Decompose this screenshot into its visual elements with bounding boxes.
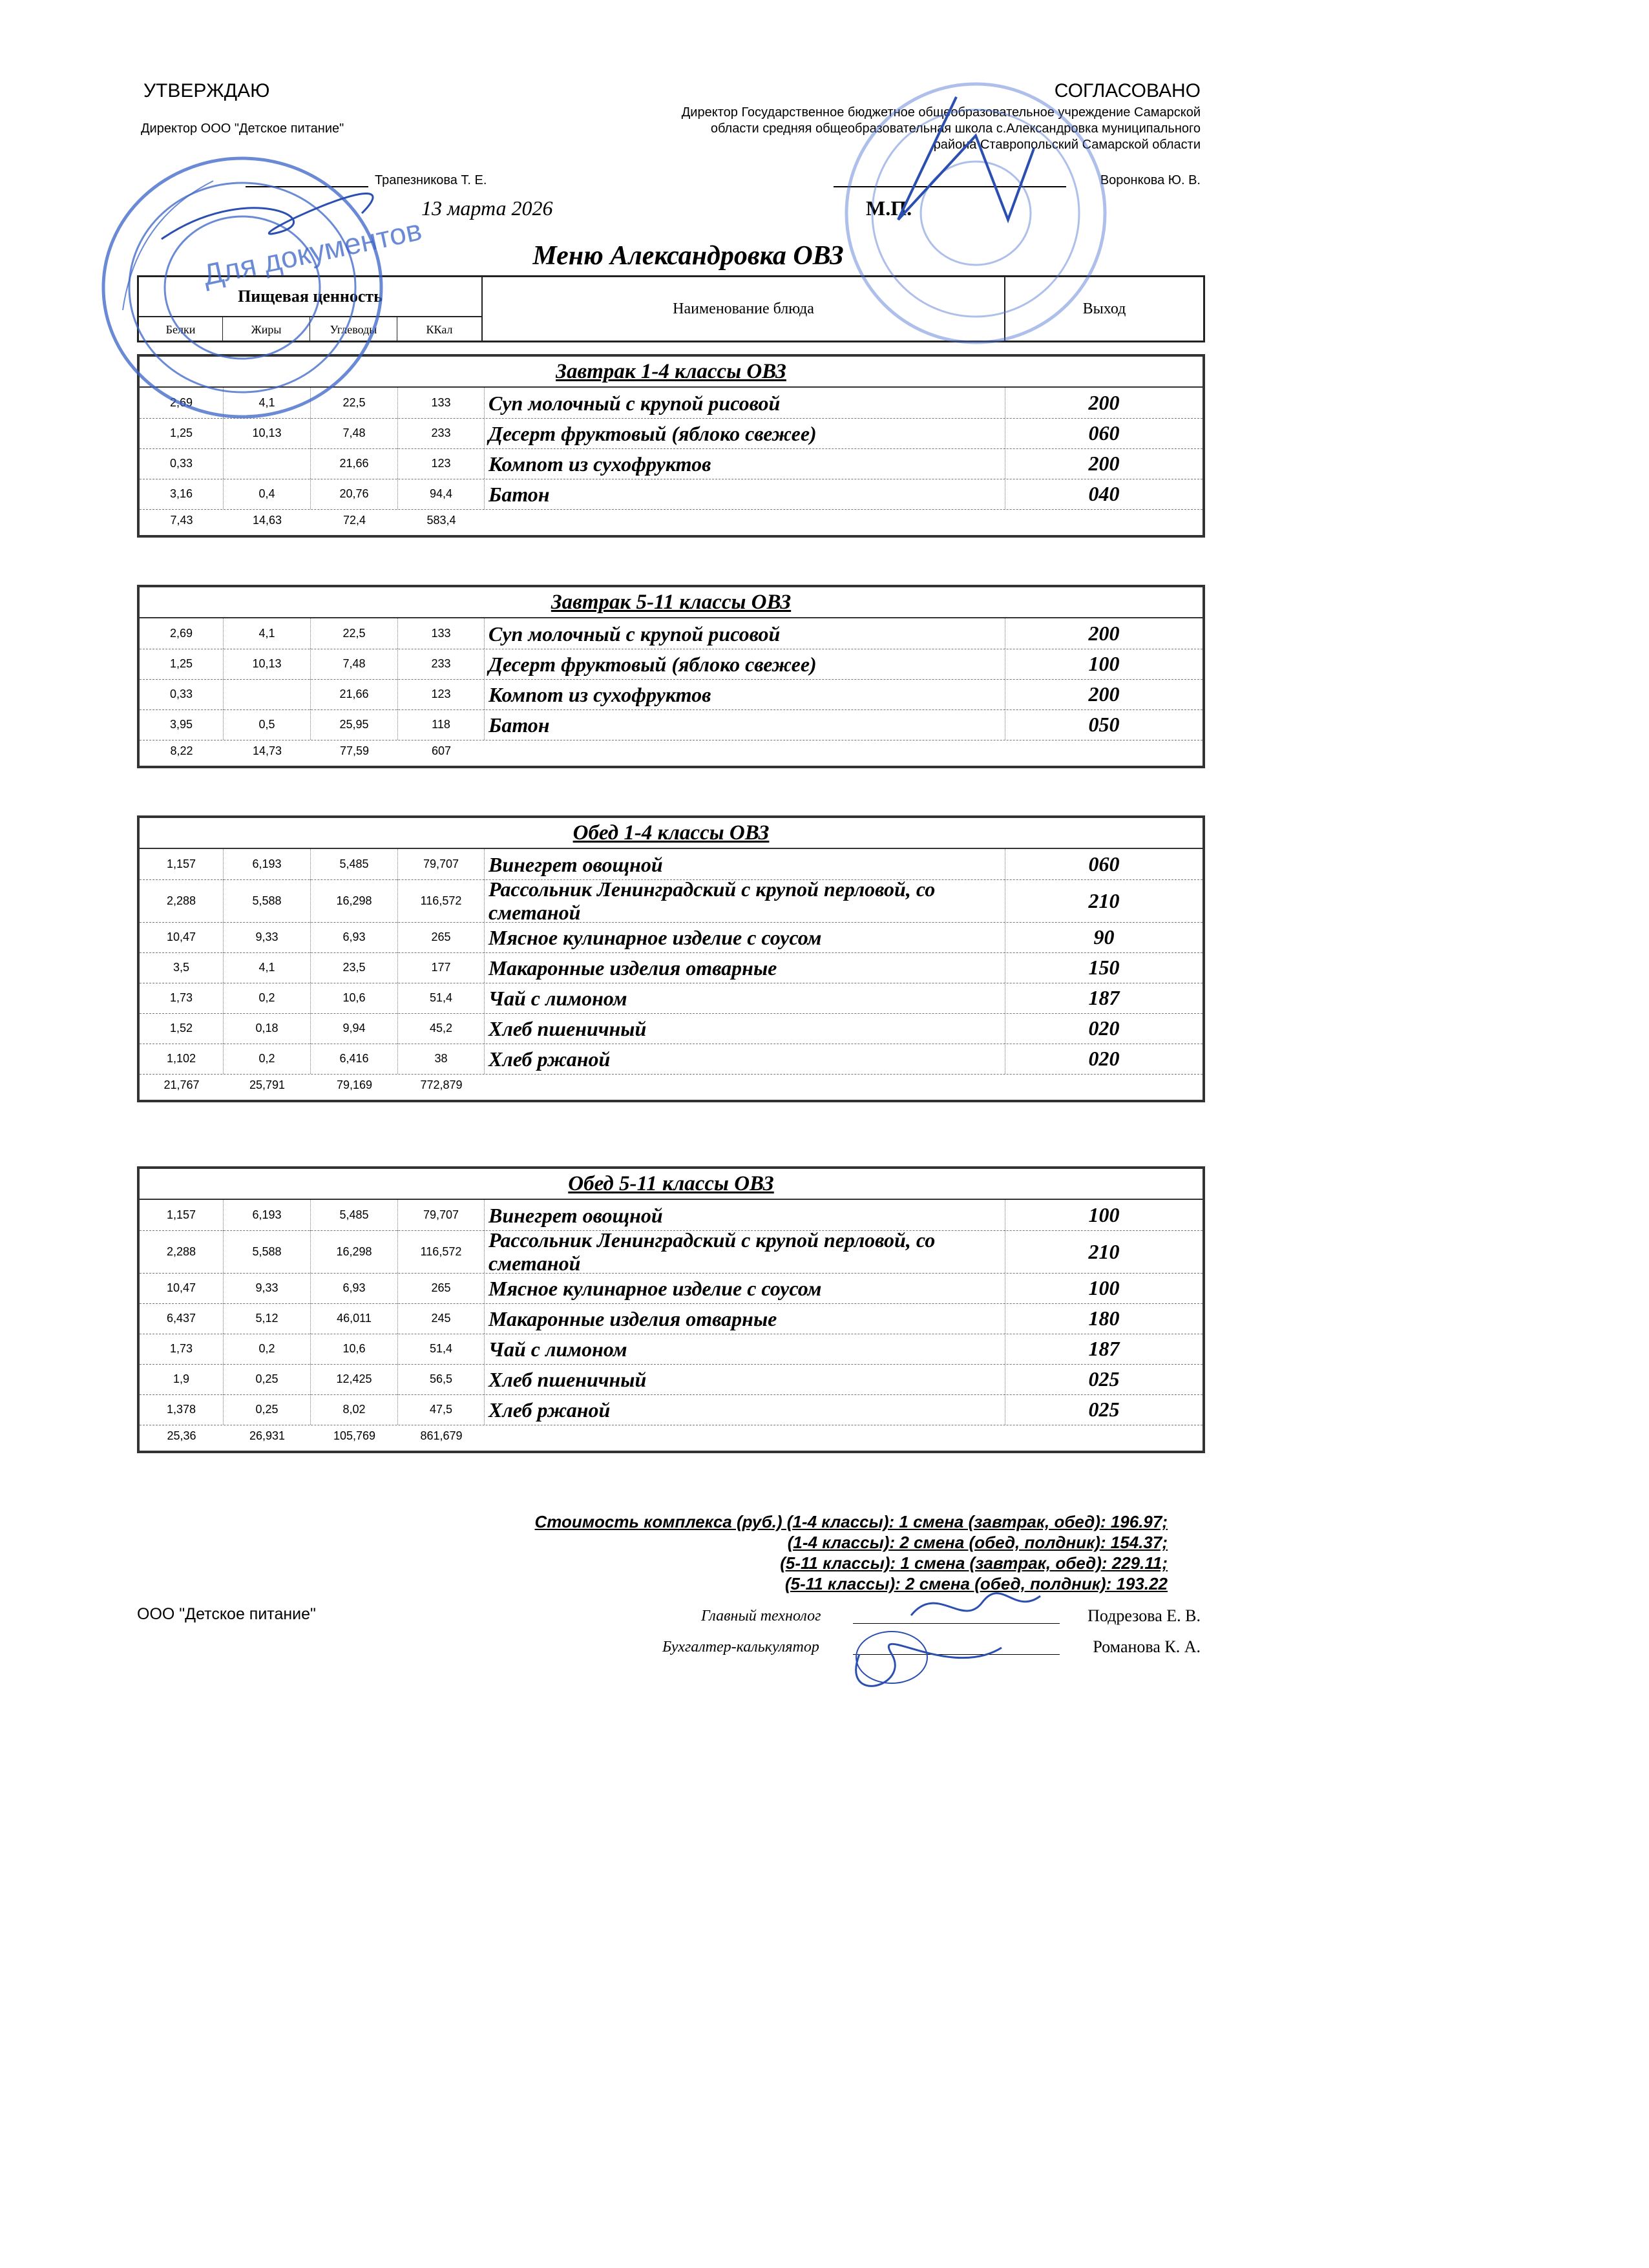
dish-name: Винегрет овощной	[485, 849, 1005, 879]
section-total: 14,63	[252, 513, 282, 527]
section-total: 861,679	[420, 1429, 463, 1442]
dish-output: 90	[1093, 925, 1115, 949]
section-title-text: Завтрак 5-11 классы ОВЗ	[551, 591, 792, 614]
table-row	[140, 709, 1203, 740]
dish-name: Батон	[485, 709, 1005, 740]
nutrition-value: 1,52	[140, 1013, 224, 1044]
nutrition-value: 25,95	[311, 709, 398, 740]
kcal-header: ККал	[426, 322, 453, 336]
nutrition-value: 79,707	[398, 849, 485, 879]
section-total: 7,43	[170, 513, 193, 527]
cost-line-3: (5-11 классы): 1 смена (завтрак, обед): 229.11;	[780, 1553, 1168, 1573]
nutrition-value: 4,1	[224, 618, 311, 649]
dish-name: Чай с лимоном	[485, 1334, 1005, 1364]
section-title-text: Обед 1-4 классы ОВЗ	[572, 821, 770, 845]
nutrition-value: 38	[398, 1044, 485, 1074]
nutrition-value: 233	[398, 649, 485, 679]
seal-place-label: М.П.	[866, 196, 912, 220]
table-row	[140, 1364, 1203, 1395]
dish-output: 187	[1088, 986, 1120, 1009]
menu-section	[137, 585, 1205, 768]
nutrition-value: 6,437	[140, 1303, 224, 1334]
dish-name: Мясное кулинарное изделие с соусом	[485, 1273, 1005, 1303]
nutrition-value	[224, 679, 311, 709]
dish-output: 200	[1088, 622, 1120, 645]
table-row	[140, 952, 1203, 983]
nutrition-value: 177	[398, 952, 485, 983]
nutrition-value: 1,73	[140, 983, 224, 1013]
dish-output: 025	[1088, 1367, 1120, 1391]
footer-company: ООО "Детское питание"	[137, 1605, 316, 1623]
section-total: 77,59	[339, 744, 370, 757]
dish-name: Компот из сухофруктов	[485, 448, 1005, 479]
signatures	[834, 1577, 1079, 1706]
nutrition-value: 0,5	[224, 709, 311, 740]
nutrition-value: 10,6	[311, 1334, 398, 1364]
section-title	[140, 1169, 1203, 1200]
menu-section	[137, 815, 1205, 1102]
nutrition-value: 5,588	[224, 879, 311, 922]
protein-header: Белки	[139, 317, 223, 342]
nutrition-value: 133	[398, 388, 485, 418]
section-total: 21,767	[163, 1078, 200, 1091]
nutrition-value: 0,25	[224, 1364, 311, 1394]
table-row	[140, 1394, 1203, 1425]
dish-output: 200	[1088, 682, 1120, 706]
nutrition-value: 3,16	[140, 479, 224, 509]
tech-name: Подрезова Е. В.	[1087, 1606, 1201, 1625]
nutrition-value: 10,47	[140, 1273, 224, 1303]
nutrition-value: 1,378	[140, 1394, 224, 1425]
cost-line-4: (5-11 классы): 2 смена (обед, полдник): 193.22	[784, 1574, 1168, 1593]
menu-section	[137, 1166, 1205, 1453]
dish-output: 100	[1088, 652, 1120, 675]
carbs-header: Углеводы	[310, 317, 397, 342]
dish-output: 050	[1088, 713, 1120, 736]
section-title-text: Обед 5-11 классы ОВЗ	[568, 1172, 774, 1195]
nutrition-value	[224, 448, 311, 479]
section-total: 105,769	[333, 1429, 376, 1442]
nutrition-value: 0,33	[140, 679, 224, 709]
section-total: 14,73	[252, 744, 282, 757]
nutrition-value: 22,5	[311, 388, 398, 418]
table-row	[140, 1044, 1203, 1075]
table-row	[140, 479, 1203, 510]
table-row	[140, 879, 1203, 923]
nutrition-value: 12,425	[311, 1364, 398, 1394]
nutrition-value: 23,5	[311, 952, 398, 983]
nutrition-value: 9,33	[224, 922, 311, 952]
nutrition-value: 0,2	[224, 1044, 311, 1074]
dish-output: 210	[1088, 1239, 1120, 1263]
nutrition-value: 4,1	[224, 388, 311, 418]
dish-name: Рассольник Ленинградский с крупой перловой, со сметаной	[485, 879, 1005, 922]
nutrition-value: 5,12	[224, 1303, 311, 1334]
nutrition-value: 0,33	[140, 448, 224, 479]
dish-name: Рассольник Ленинградский с крупой перловой, со сметаной	[485, 1230, 1005, 1273]
table-row	[140, 618, 1203, 649]
dish-name: Десерт фруктовый (яблоко свежее)	[485, 649, 1005, 679]
table-row	[140, 983, 1203, 1014]
nutrition-value: 51,4	[398, 983, 485, 1013]
nutrition-value: 94,4	[398, 479, 485, 509]
nutrition-value: 45,2	[398, 1013, 485, 1044]
section-title-text: Завтрак 1-4 классы ОВЗ	[556, 360, 786, 383]
nutrition-value: 6,93	[311, 1273, 398, 1303]
nutrition-value: 9,94	[311, 1013, 398, 1044]
dish-name: Хлеб ржаной	[485, 1394, 1005, 1425]
nutrition-value: 1,25	[140, 649, 224, 679]
dish-name: Макаронные изделия отварные	[485, 952, 1005, 983]
nutrition-value: 6,193	[224, 1200, 311, 1230]
section-total: 25,791	[249, 1078, 286, 1091]
nutrition-value: 10,6	[311, 983, 398, 1013]
nutrition-value: 4,1	[224, 952, 311, 983]
dish-output: 100	[1088, 1276, 1120, 1299]
section-title	[140, 587, 1203, 618]
dish-output: 040	[1088, 482, 1120, 505]
nutrition-value: 1,25	[140, 418, 224, 448]
nutrition-value: 56,5	[398, 1364, 485, 1394]
dish-output: 200	[1088, 391, 1120, 414]
nutrition-value: 1,9	[140, 1364, 224, 1394]
agree-position: Директор Государственное бюджетное общеобразовательное учреждение Самарской области средняя общеобразовательная школа с.Александровка муниципального района Ставропольский Самарской области	[681, 105, 1201, 152]
section-total: 8,22	[170, 744, 193, 757]
nutrition-value: 116,572	[398, 1230, 485, 1273]
acc-name: Романова К. А.	[1093, 1637, 1201, 1656]
menu-title: Меню Александровка ОВЗ	[532, 241, 844, 271]
nutrition-value: 22,5	[311, 618, 398, 649]
approve-position: Директор ООО "Детское питание"	[141, 121, 344, 136]
table-row	[140, 922, 1203, 953]
nutrition-value: 123	[398, 679, 485, 709]
dish-name: Батон	[485, 479, 1005, 509]
nutrition-value: 0,2	[224, 1334, 311, 1364]
table-row	[140, 679, 1203, 710]
nutrition-value: 79,707	[398, 1200, 485, 1230]
dish-name: Десерт фруктовый (яблоко свежее)	[485, 418, 1005, 448]
nutrition-value: 116,572	[398, 879, 485, 922]
section-total: 25,36	[167, 1429, 196, 1442]
nutrition-value: 0,18	[224, 1013, 311, 1044]
nutrition-value: 3,5	[140, 952, 224, 983]
dish-output: 025	[1088, 1398, 1120, 1421]
nutrition-value: 133	[398, 618, 485, 649]
dish-output: 210	[1088, 888, 1120, 912]
fat-header: Жиры	[223, 317, 310, 342]
section-total: 607	[431, 744, 452, 757]
dish-output: 200	[1088, 452, 1120, 475]
nutrition-value: 1,157	[140, 1200, 224, 1230]
nutrition-value: 233	[398, 418, 485, 448]
table-row	[140, 1230, 1203, 1274]
nutrition-value: 21,66	[311, 448, 398, 479]
dish-output: 187	[1088, 1337, 1120, 1360]
dish-name: Суп молочный с крупой рисовой	[485, 618, 1005, 649]
nutrition-value: 1,102	[140, 1044, 224, 1074]
approve-name: Трапезникова Т. Е.	[375, 173, 487, 187]
nutrition-value: 10,13	[224, 418, 311, 448]
dish-output: 060	[1088, 852, 1120, 876]
table-row	[140, 849, 1203, 880]
nutrition-value: 265	[398, 922, 485, 952]
cost-line-1: Стоимость комплекса (руб.) (1-4 классы): 1 смена (завтрак, обед): 196.97;	[534, 1512, 1168, 1531]
dish-name: Чай с лимоном	[485, 983, 1005, 1013]
school-seal-stamp	[840, 71, 1111, 349]
agree-name: Воронкова Ю. В.	[1100, 173, 1201, 187]
output-header: Выход	[1082, 300, 1126, 317]
dish-output: 020	[1088, 1016, 1120, 1040]
nutrition-value: 0,2	[224, 983, 311, 1013]
acc-role: Бухгалтер-калькулятор	[662, 1639, 819, 1655]
nutrition-value: 245	[398, 1303, 485, 1334]
section-total: 79,169	[336, 1078, 373, 1091]
nutrition-value: 20,76	[311, 479, 398, 509]
dish-name: Хлеб ржаной	[485, 1044, 1005, 1074]
nutrition-value: 5,485	[311, 849, 398, 879]
nutrition-value: 2,288	[140, 1230, 224, 1273]
table-row	[140, 1334, 1203, 1365]
nutrition-value: 2,288	[140, 879, 224, 922]
nutrition-value: 10,13	[224, 649, 311, 679]
nutrition-value: 6,93	[311, 922, 398, 952]
nutrition-value: 16,298	[311, 1230, 398, 1273]
nutrition-value: 5,485	[311, 1200, 398, 1230]
dish-header: Наименование блюда	[483, 277, 1005, 341]
nutrition-value: 2,69	[140, 388, 224, 418]
nutrition-value: 8,02	[311, 1394, 398, 1425]
section-total: 26,931	[249, 1429, 286, 1442]
dish-output: 100	[1088, 1203, 1120, 1226]
table-row	[140, 1200, 1203, 1231]
dish-name: Винегрет овощной	[485, 1200, 1005, 1230]
dish-name: Хлеб пшеничный	[485, 1013, 1005, 1044]
nutrition-value: 123	[398, 448, 485, 479]
nutrition-value: 1,73	[140, 1334, 224, 1364]
dish-output: 020	[1088, 1047, 1120, 1070]
nutrition-value: 0,4	[224, 479, 311, 509]
nutrition-value: 265	[398, 1273, 485, 1303]
nutrition-value: 1,157	[140, 849, 224, 879]
dish-name: Мясное кулинарное изделие с соусом	[485, 922, 1005, 952]
nutrition-value: 46,011	[311, 1303, 398, 1334]
dish-output: 060	[1088, 421, 1120, 445]
nutrition-value: 2,69	[140, 618, 224, 649]
dish-output: 150	[1088, 956, 1120, 979]
agree-label: СОГЛАСОВАНО	[1054, 80, 1201, 101]
dish-name: Макаронные изделия отварные	[485, 1303, 1005, 1334]
table-row	[140, 649, 1203, 680]
table-row	[140, 1013, 1203, 1044]
dish-output: 180	[1088, 1307, 1120, 1330]
nutrition-value: 118	[398, 709, 485, 740]
nutrition-value: 6,193	[224, 849, 311, 879]
nutrition-value: 5,588	[224, 1230, 311, 1273]
round-seal-stamp	[84, 142, 446, 439]
section-total: 772,879	[420, 1078, 463, 1091]
table-row	[140, 448, 1203, 479]
dish-name: Компот из сухофруктов	[485, 679, 1005, 709]
nutrition-value: 0,25	[224, 1394, 311, 1425]
nutrition-value: 7,48	[311, 418, 398, 448]
tech-role: Главный технолог	[701, 1608, 821, 1624]
menu-date: 13 марта 2026	[421, 196, 553, 220]
stamp-text: Для документов	[200, 213, 425, 292]
nutrition-value: 21,66	[311, 679, 398, 709]
nutrition-value: 3,95	[140, 709, 224, 740]
nutrition-value: 9,33	[224, 1273, 311, 1303]
section-total: 72,4	[342, 513, 366, 527]
nutrition-value: 6,416	[311, 1044, 398, 1074]
nutrition-value: 7,48	[311, 649, 398, 679]
dish-name: Хлеб пшеничный	[485, 1364, 1005, 1394]
nutrition-value: 16,298	[311, 879, 398, 922]
cost-line-2: (1-4 классы): 2 смена (обед, полдник): 154.37;	[787, 1533, 1168, 1552]
section-title	[140, 818, 1203, 849]
nutrition-value: 47,5	[398, 1394, 485, 1425]
nutrition-header: Пищевая ценность	[139, 277, 483, 316]
nutrition-value: 51,4	[398, 1334, 485, 1364]
nutrition-value: 10,47	[140, 922, 224, 952]
approve-label: УТВЕРЖДАЮ	[143, 80, 270, 101]
table-row	[140, 1273, 1203, 1304]
dish-name: Суп молочный с крупой рисовой	[485, 388, 1005, 418]
table-row	[140, 1303, 1203, 1334]
section-total: 583,4	[426, 513, 456, 527]
